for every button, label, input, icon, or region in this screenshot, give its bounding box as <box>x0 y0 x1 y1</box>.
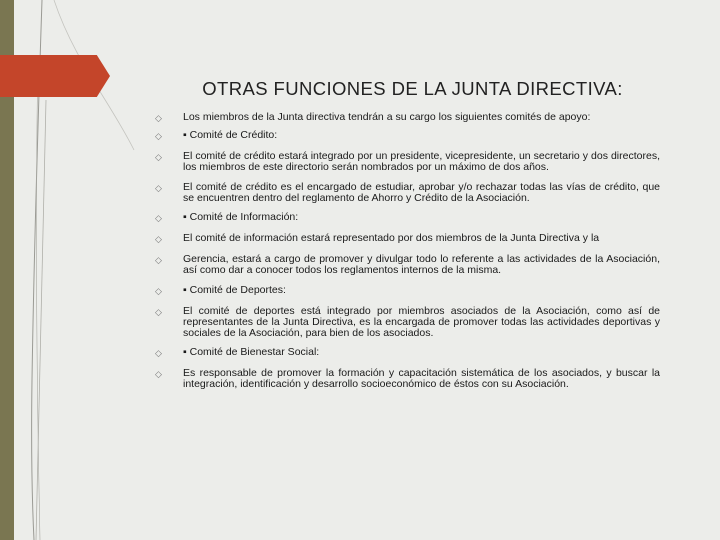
list-item-text: Los miembros de la Junta directiva tendrán a su cargo los siguientes comités de apoyo: <box>183 111 591 123</box>
diamond-bullet-icon: ◇ <box>155 255 162 265</box>
list-item-text: El comité de deportes está integrado por miembros asociados de la Asociación, como así de representantes de la Junta Directiva, es la encargada de promover todas las actividades deportivas y sociales de la Asociación, para bien de los asociados. <box>183 305 660 339</box>
diamond-bullet-icon: ◇ <box>155 307 162 317</box>
list-item-text: ▪ Comité de Deportes: <box>183 284 286 296</box>
diamond-bullet-icon: ◇ <box>155 369 162 379</box>
list-item-text: Es responsable de promover la formación y capacitación sistemática de los asociados, y buscar la integración, identificación y desarrollo socioeconómico de éstos con su Asociación. <box>183 367 660 390</box>
diamond-bullet-icon: ◇ <box>155 213 162 223</box>
accent-tab <box>0 55 110 97</box>
diamond-bullet-icon: ◇ <box>155 348 162 358</box>
diamond-bullet-icon: ◇ <box>155 286 162 296</box>
diamond-bullet-icon: ◇ <box>155 183 162 193</box>
list-item-text: ▪ Comité de Información: <box>183 211 299 223</box>
diamond-bullet-icon: ◇ <box>155 152 162 162</box>
diamond-bullet-icon: ◇ <box>155 234 162 244</box>
list-item-text: ▪ Comité de Bienestar Social: <box>183 346 320 358</box>
slide-title: OTRAS FUNCIONES DE LA JUNTA DIRECTIVA: <box>202 78 623 99</box>
diamond-bullet-icon: ◇ <box>155 131 162 141</box>
list-item-text: El comité de crédito es el encargado de estudiar, aprobar y/o rechazar todas las vías de crédito, que se encuentren dentro del reglamento de Ahorro y Crédito de la Asociación. <box>183 181 660 204</box>
list-item-text: El comité de crédito estará integrado por un presidente, vicepresidente, un secretario y dos directores, los miembros de este directorio serán nombrados por un máximo de dos años. <box>183 150 660 173</box>
list-item-text: Gerencia, estará a cargo de promover y divulgar todo lo referente a las actividades de la Asociación, así como dar a conocer todos los reglamentos internos de la misma. <box>183 253 660 276</box>
list-item-text: El comité de información estará representado por dos miembros de la Junta Directiva y la <box>183 232 600 244</box>
list-item-text: ▪ Comité de Crédito: <box>183 129 278 141</box>
diamond-bullet-icon: ◇ <box>155 113 162 123</box>
